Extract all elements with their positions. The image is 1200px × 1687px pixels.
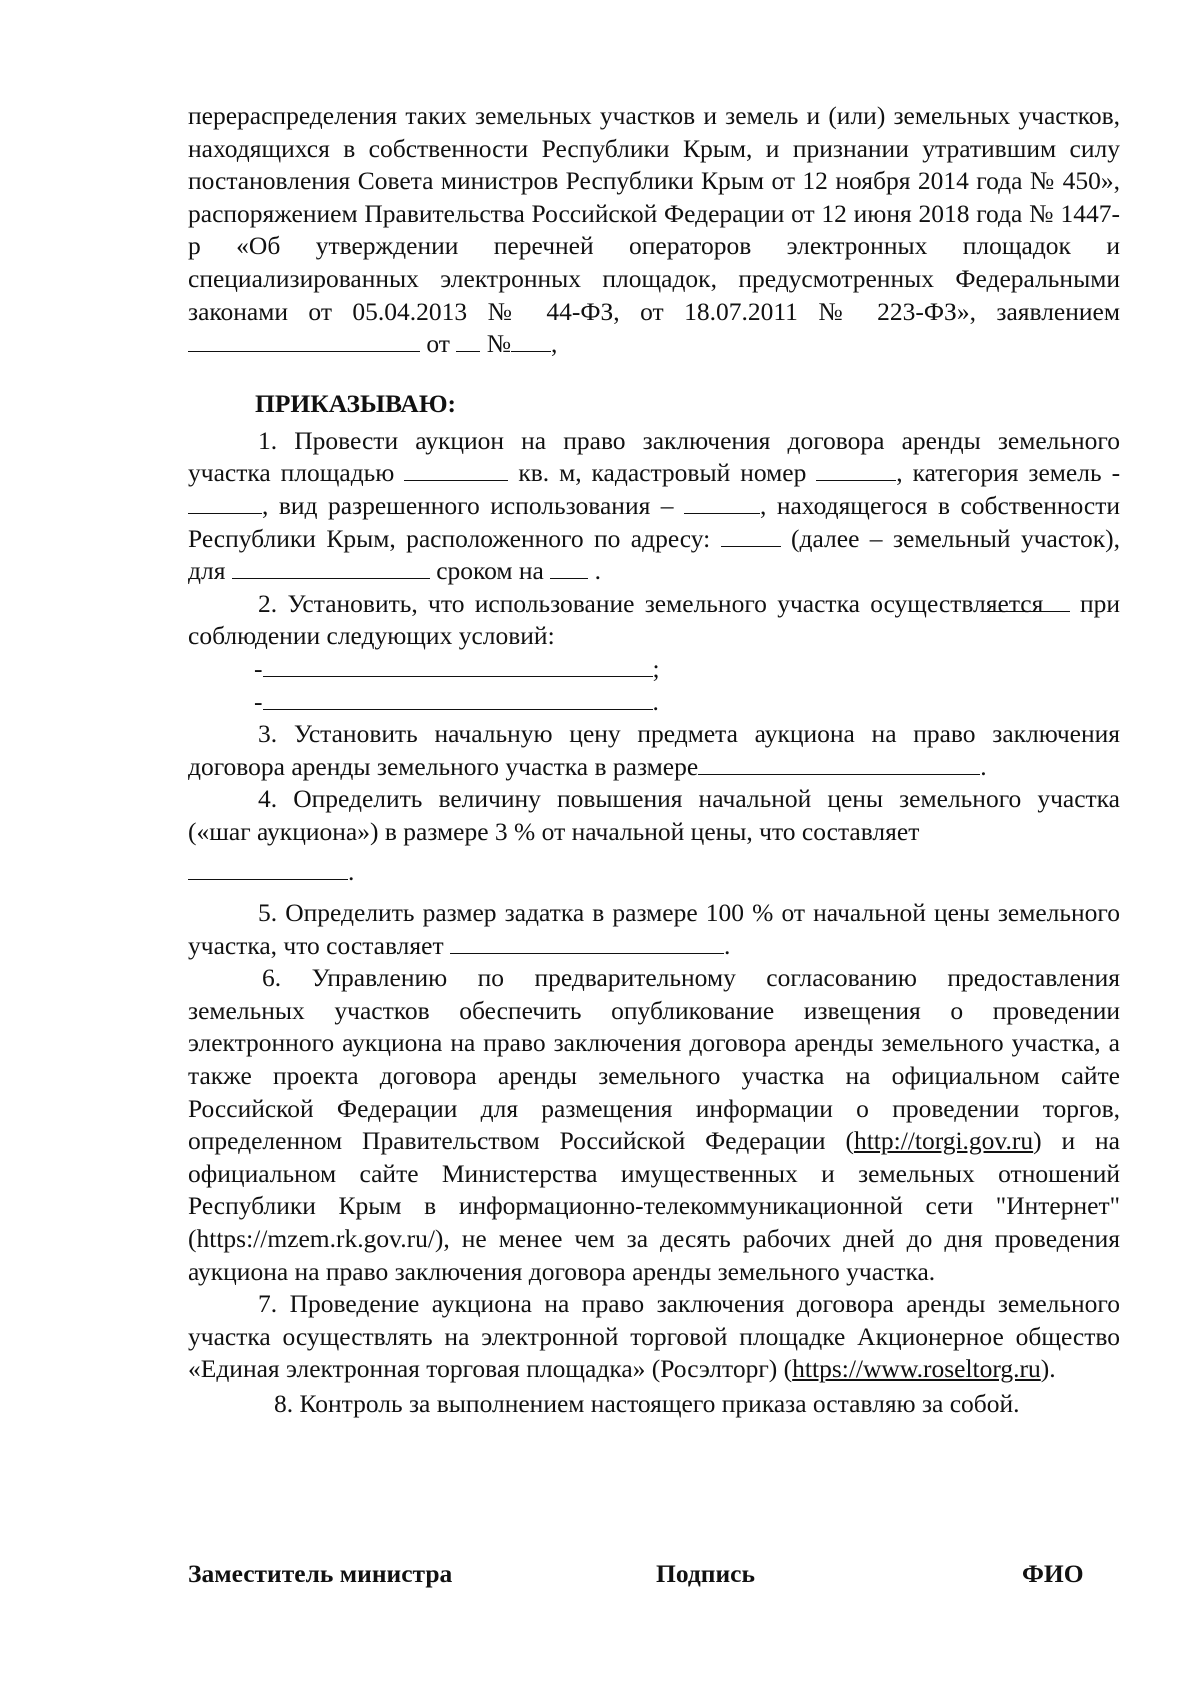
item-7-text-a: Проведение аукциона на право заключения договора аренды земельного участка осуществлять на электронной торговой площадке Акционерное общество «Единая электронная торговая площадка» (Росэлторг) ( [188, 1289, 1121, 1384]
order-body [188, 100, 1120, 1421]
condition-2-dash: - [254, 686, 263, 716]
condition-line-2 [188, 686, 1120, 719]
condition-1-blank [263, 654, 653, 677]
item-1-text-e: , находящегося в собственности Республики Крым, расположенного по адресу: [188, 490, 1120, 553]
item-8-number: 8. [274, 1388, 294, 1418]
item-8 [188, 1388, 1120, 1421]
item-1-number: 1. [258, 425, 278, 455]
item-3 [188, 718, 1120, 783]
item-1-text-d: , вид разрешенного использования – [262, 490, 674, 520]
item-4 [188, 783, 1120, 848]
item-1 [188, 425, 1120, 588]
land-category-blank [188, 491, 262, 514]
item-1-text-f: (далее – земельный участок), для [188, 523, 1120, 586]
intro-trailing-comma: , [551, 329, 558, 359]
purpose-blank [232, 556, 430, 579]
signature-block [188, 1558, 1120, 1594]
auction-step-blank [188, 857, 348, 880]
usage-mode-blank [984, 589, 1070, 612]
intro-after-laws: , заявлением [969, 296, 1120, 326]
item-3-text: Установить начальную цену предмета аукциона на право заключения договора аренды земельного участка в размере [188, 719, 1120, 781]
intro-paragraph [188, 100, 1120, 361]
address-blank [721, 524, 781, 547]
item-4-number: 4. [258, 784, 278, 814]
item-6-text-b: ) и на официальном сайте Министерства имущественных и земельных отношений Республики Крым в информационно-телекоммуникационной сети "Интернет" (https://mzem.rk.gov.ru/), не менее чем за десять рабочих дней до дня проведения аукциона на право заключения договора аренды земельного участка. [188, 1126, 1120, 1286]
signatory-position: Заместитель министра [188, 1559, 453, 1588]
intro-from-word: от [426, 329, 450, 359]
item-1-text-a: Провести аукцион на право заключения договора аренды земельного участка площадью [188, 425, 1121, 488]
condition-line-1 [188, 653, 1120, 686]
signatory-name: ФИО [1022, 1559, 1084, 1588]
item-5-number: 5. [258, 898, 278, 928]
item-7 [188, 1288, 1120, 1386]
application-number-blank [511, 329, 551, 352]
item-6-number: 6. [262, 963, 282, 993]
starting-price-blank [698, 752, 980, 775]
item-1-text-b: кв. м, кадастровый номер [518, 458, 807, 488]
cadastral-number-blank [816, 458, 896, 481]
intro-text: перераспределения таких земельных участков и земель и (или) земельных участков, находящихся в собственности Республики Крым, и признании утратившим силу постановления Совета министров Республики Крым от 12 ноября 2014 года № 450», распоряжением Правительства Российской Федерации от 12 июня 2018 года № 1447-р «Об утверждении перечней операторов электронных площадок и специализированных электронных площадок, предусмотренных Федеральными законами от 05.04.2013 № 44-ФЗ, от 18.07.2011 № 223-ФЗ» [188, 101, 1120, 326]
application-date-blank [456, 329, 480, 352]
condition-2-blank [263, 687, 653, 710]
item-7-number: 7. [258, 1289, 278, 1319]
item-5-text: Определить размер задатка в размере 100 % от начальной цены земельного участка, что составляет [188, 898, 1120, 960]
application-blank [188, 329, 420, 352]
item-3-end: . [980, 751, 987, 781]
item-4-text: Определить величину повышения начальной цены земельного участка («шаг аукциона») в размере 3 % от начальной цены, что составляет [188, 784, 1121, 846]
item-2-text-a: Установить, что использование земельного участка осуществляется [287, 588, 1044, 618]
item-3-number: 3. [258, 719, 278, 749]
roseltorg-link[interactable]: https://www.roseltorg.ru [792, 1354, 1041, 1384]
item-2 [188, 588, 1120, 653]
intro-number-sign: № [486, 329, 512, 359]
auction-step-line [188, 856, 1120, 889]
condition-1-dash: - [254, 653, 263, 683]
item-8-text: Контроль за выполнением настоящего приказа оставляю за собой. [299, 1388, 1020, 1418]
item-2-number: 2. [258, 588, 278, 618]
item-1-text-g: сроком на [436, 556, 544, 586]
term-blank [550, 556, 588, 579]
condition-1-end: ; [652, 653, 660, 683]
deposit-blank [450, 931, 724, 954]
torgi-link[interactable]: http://torgi.gov.ru [853, 1126, 1034, 1156]
item-5-end: . [723, 930, 731, 960]
item-7-text-b: ). [1040, 1354, 1056, 1384]
item-2-text-b: при соблюдении следующих условий: [188, 588, 1121, 651]
item-5 [188, 897, 1120, 962]
item-6-text-a: Управлению по предварительному согласованию предоставления земельных участков обеспечить опубликование извещения о проведении электронного аукциона на право заключения договора аренды земельного участка, а также проекта договора аренды земельного участка на официальном сайте Российской Федерации для размещения информации о проведении торгов, определенном Правительством Российской Федерации ( [188, 963, 1120, 1156]
item-1-text-c: , категория земель - [896, 458, 1121, 488]
signature-label: Подпись [656, 1559, 755, 1588]
area-blank [404, 458, 508, 481]
item-4-end: . [348, 857, 355, 887]
orders-heading: ПРИКАЗЫВАЮ: [255, 388, 457, 418]
item-1-text-h: . [594, 556, 601, 586]
permitted-use-blank [684, 491, 760, 514]
condition-2-end: . [652, 686, 659, 716]
item-6 [188, 962, 1120, 1288]
